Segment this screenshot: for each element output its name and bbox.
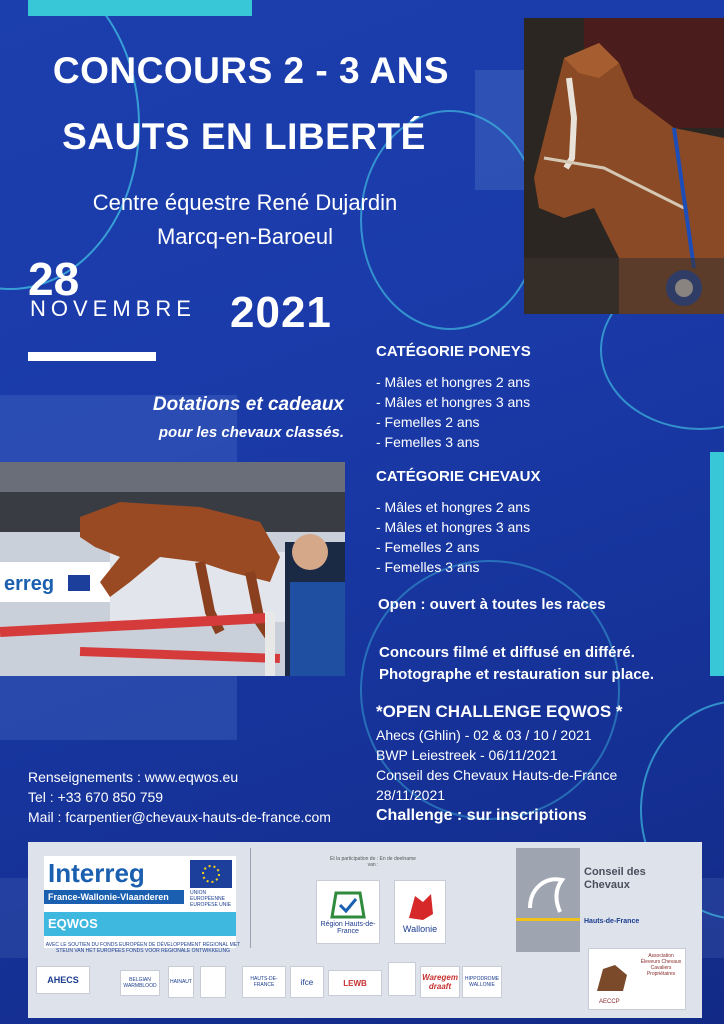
white-divider (28, 352, 156, 361)
conseil-name: Conseil des Chevaux (584, 866, 646, 891)
challenge-line: Conseil des Chevaux Hauts-de-France (376, 767, 618, 783)
aeccp-short: AECCP (599, 999, 620, 1005)
title-line-1: CONCOURS 2 - 3 ANS (52, 50, 450, 91)
dotations-title: Dotations et cadeaux (152, 394, 344, 415)
aeccp-logo (588, 948, 686, 1010)
contact-section (28, 767, 331, 827)
category-item: - Femelles 3 ans (376, 559, 480, 575)
category-item: - Mâles et hongres 3 ans (376, 519, 531, 535)
dotations-subtitle: pour les chevaux classés. (158, 424, 344, 441)
challenge-section (376, 702, 676, 825)
interreg-title: Interreg (48, 858, 145, 888)
eu-flag-icon (190, 860, 232, 888)
interreg-logo (44, 856, 236, 948)
category-chevaux (376, 468, 676, 577)
hippodrome-logo: HIPPODROME WALLONIE (462, 966, 502, 998)
aeccp-text: Association Éleveurs Chevaux Cavaliers Propriétaires (640, 953, 682, 977)
feder-text: AVEC LE SOUTIEN DU FONDS EUROPÉEN DE DÉVELOPPEMENT RÉGIONAL MET STEUN VAN HET EUROPEES FONDS VOOR REGIONALE ONTWIKKELING (45, 942, 241, 954)
venue-city: Marcq-en-Baroeul (156, 224, 334, 249)
horse-jumping-photo (0, 462, 345, 676)
category-item: - Mâles et hongres 3 ans (376, 394, 531, 410)
title-line-2: SAUTS EN LIBERTÉ (62, 116, 426, 157)
challenge-title: *OPEN CHALLENGE EQWOS * (376, 702, 623, 721)
category-item: - Femelles 2 ans (376, 539, 480, 555)
eqwos-label: EQWOS (44, 912, 236, 936)
challenge-line: Ahecs (Ghlin) - 02 & 03 / 10 / 2021 (376, 727, 592, 743)
wallonie-logo (394, 880, 446, 944)
category-item: - Femelles 2 ans (376, 414, 480, 430)
region-logo (316, 880, 380, 944)
partner-logos-panel (28, 842, 702, 1018)
info-line: Photographe et restauration sur place. (379, 666, 655, 683)
hdf-logo: HAUTS-DE-FRANCE (242, 966, 286, 998)
category-item: - Femelles 3 ans (376, 434, 480, 450)
waregem-logo: Waregem draaft (420, 966, 460, 998)
info-line: Concours filmé et diffusé en différé. (379, 644, 635, 661)
challenge-line: 28/11/2021 (376, 787, 446, 803)
divider (250, 848, 251, 948)
info-text (379, 642, 654, 686)
svg-text:erreg: erreg (4, 573, 55, 595)
partner-text: Et la participation de : En de deelname van : (330, 856, 416, 868)
lewb-logo: LEWB (328, 970, 382, 996)
top-accent-bar (28, 0, 252, 16)
partner-logo (388, 962, 416, 996)
contact-phone[interactable]: Tel : +33 670 850 759 (28, 789, 164, 805)
contact-email[interactable]: Mail : fcarpentier@chevaux-hauts-de-france.com (28, 809, 331, 825)
ifce-logo: ifce (290, 966, 324, 998)
challenge-line: BWP Leiestreek - 06/11/2021 (376, 747, 558, 763)
venue (0, 186, 490, 254)
horse-portrait-photo (524, 18, 724, 314)
partner-logo (200, 966, 226, 998)
date-day: 28 (28, 253, 80, 305)
open-text: Open : ouvert à toutes les races (378, 596, 606, 613)
accent-bar (710, 452, 724, 676)
eu-label: UNION EUROPÉENNE EUROPESE UNIE (190, 890, 232, 908)
wallonie-label: Wallonie (402, 924, 438, 934)
hainaut-logo: HAINAUT (168, 966, 194, 998)
venue-name: Centre équestre René Dujardin (92, 190, 398, 215)
category-title: CATÉGORIE PONEYS (376, 343, 531, 360)
category-item: - Mâles et hongres 2 ans (376, 499, 531, 515)
category-item: - Mâles et hongres 2 ans (376, 374, 531, 390)
bwp-logo: BELGIAN WARMBLOOD (120, 970, 160, 996)
date-year: 2021 (230, 288, 332, 337)
contact-website[interactable]: Renseignements : www.eqwos.eu (28, 769, 239, 785)
region-label: Région Hauts-de-France (320, 921, 376, 935)
ahecs-logo: AHECS (36, 966, 90, 994)
date-month: NOVEMBRE (30, 296, 196, 321)
conseil-logo-block (516, 848, 580, 952)
conseil-region: Hauts-de-France (584, 918, 640, 925)
challenge-footer: Challenge : sur inscriptions (376, 807, 587, 824)
interreg-sub: France-Wallonie-Vlaanderen (44, 890, 184, 904)
category-poneys (376, 343, 676, 452)
category-title: CATÉGORIE CHEVAUX (376, 468, 541, 485)
